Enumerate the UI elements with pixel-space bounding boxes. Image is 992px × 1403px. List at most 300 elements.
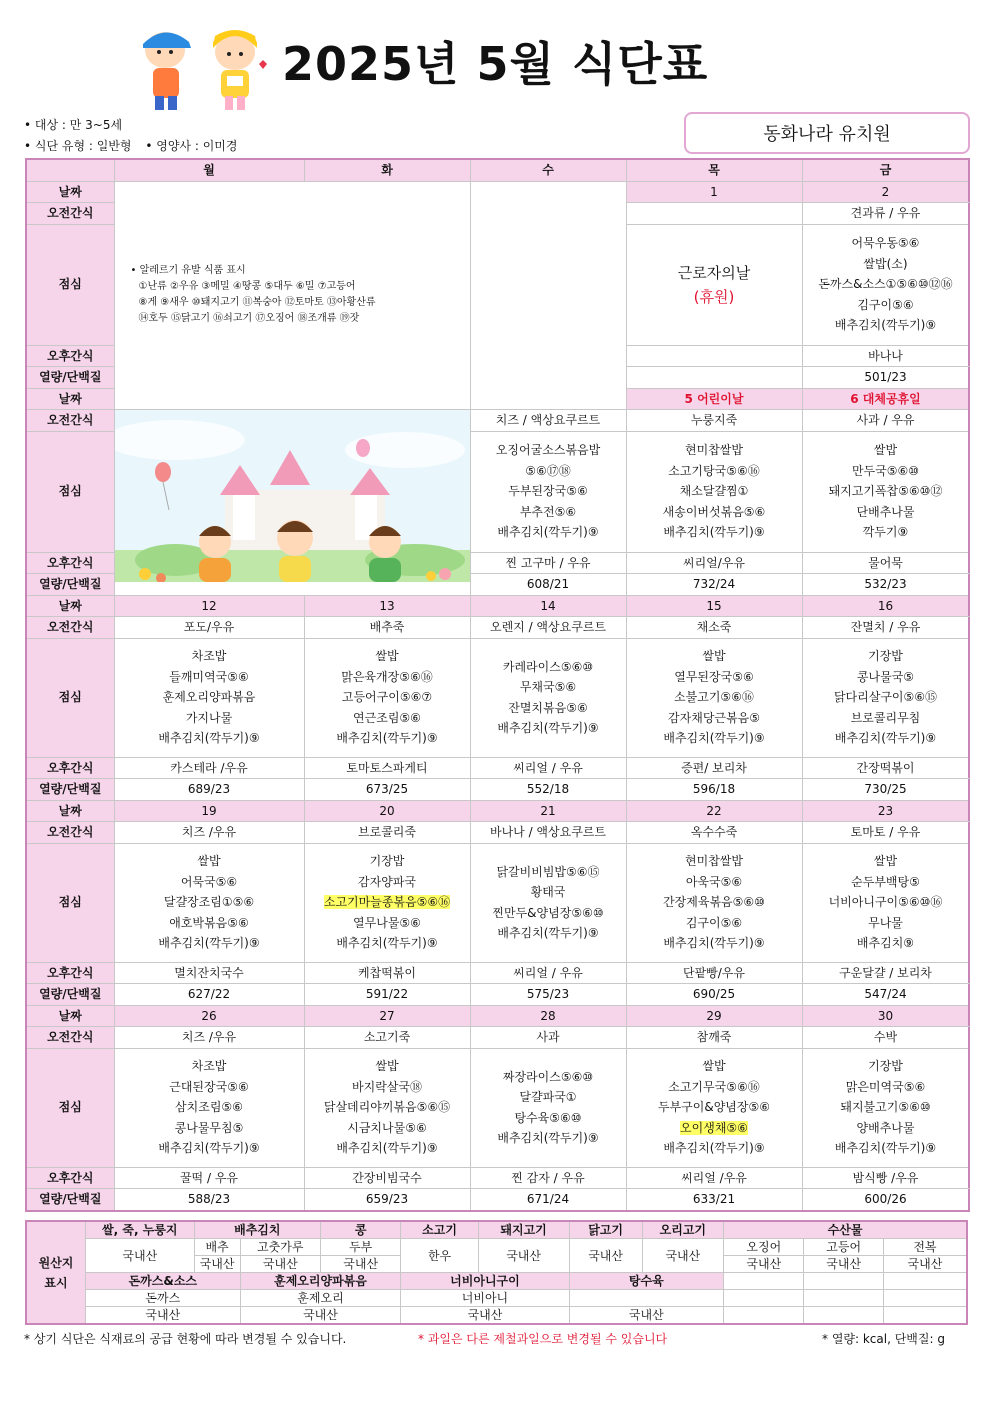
origin-v-beef: 한우: [401, 1239, 478, 1273]
w5-energy-mon: 588/23: [114, 1189, 304, 1211]
w4-pm-mon: 멸치잔치국수: [114, 962, 304, 984]
menu-item: 애호박볶음⑤⑥: [169, 915, 249, 930]
origin-v-cutlet: 국내산: [86, 1307, 241, 1325]
menu-item: 감자양파국: [358, 874, 416, 889]
w4-energy-tue: 591/22: [304, 984, 470, 1006]
menu-item: 닭살데리야끼볶음⑤⑥⑮: [323, 1100, 451, 1115]
menu-item: 두부구이&양념장⑤⑥: [657, 1100, 771, 1115]
menu-item: 돼지고기폭찹⑤⑥⑩⑫: [828, 484, 943, 499]
origin-dish-header-row: [26, 1273, 967, 1290]
w4-am-fri: 토마토 / 우유: [802, 822, 969, 844]
day-header-blank: [26, 159, 114, 181]
origin-h-duckdish: 훈제오리양파볶음: [240, 1273, 401, 1290]
menu-item: 쌀밥: [873, 854, 898, 869]
w5-date-tue: 27: [304, 1005, 470, 1027]
menu-item: 배추김치(깍두기)⑨: [497, 926, 599, 940]
w1-wed-empty: [470, 181, 626, 410]
menu-item: 바지락살국⑱: [352, 1079, 422, 1094]
label-date: 날짜: [26, 388, 114, 410]
menu-item: 연근조림⑤⑥: [353, 710, 421, 725]
w1-lunch-fri: [802, 224, 969, 345]
holiday-name: 근로자의날: [677, 263, 751, 282]
w5-energy-thu: 633/21: [626, 1189, 802, 1211]
w3-date-wed: 14: [470, 595, 626, 617]
label-lunch: 점심: [26, 843, 114, 962]
label-energy: 열량/단백질: [26, 779, 114, 801]
origin-h-beef: 소고기: [401, 1221, 478, 1239]
origin-v-rice: 국내산: [86, 1239, 195, 1273]
menu-table: [25, 158, 970, 1212]
day-thu: 목: [626, 159, 802, 181]
w4-pm-row: [26, 962, 969, 984]
w2-am-row: [26, 410, 969, 432]
w5-date-thu: 29: [626, 1005, 802, 1027]
w4-pm-fri: 구운달걀 / 보리차: [802, 962, 969, 984]
label-pm-snack: 오후간식: [26, 552, 114, 574]
w4-pm-thu: 단팥빵/우유: [626, 962, 802, 984]
w3-am-mon: 포도/우유: [114, 617, 304, 639]
label-pm-snack: 오후간식: [26, 345, 114, 367]
origin-v-pepper: 국내산: [240, 1256, 320, 1273]
menu-item: 근대된장국⑤⑥: [169, 1079, 249, 1094]
origin-v-duckdish: 국내산: [240, 1307, 401, 1325]
menu-item: 간장제육볶음⑤⑥⑩: [663, 895, 765, 910]
origin-empty: [883, 1290, 967, 1307]
menu-item: 배추김치(깍두기)⑨: [663, 525, 765, 540]
w3-date-tue: 13: [304, 595, 470, 617]
origin-v-cabbage: 국내산: [194, 1256, 240, 1273]
origin-empty: [883, 1273, 967, 1290]
origin-h-squid: 오징어: [724, 1239, 804, 1256]
w5-lunch-wed: [470, 1048, 626, 1167]
origin-s-empty: [569, 1290, 724, 1307]
label-pm-snack: 오후간식: [26, 757, 114, 779]
day-tue: 화: [304, 159, 470, 181]
origin-label: [26, 1221, 86, 1324]
childrens-day-illustration: [114, 410, 470, 596]
w5-lunch-thu: [626, 1048, 802, 1167]
w5-am-thu: 참깨죽: [626, 1027, 802, 1049]
label-date: 날짜: [26, 800, 114, 822]
menu-item: 들깨미역국⑤⑥: [169, 669, 249, 684]
w3-am-fri: 잔멸치 / 우유: [802, 617, 969, 639]
origin-v-chicken: 국내산: [569, 1239, 642, 1273]
allergy-line-1: ①난류 ②우유 ③메밀 ④땅콩 ⑤대두 ⑥밀 ⑦고등어: [138, 281, 356, 293]
holiday-tag: (휴원): [693, 287, 735, 306]
menu-item: 열무나물⑤⑥: [353, 915, 421, 930]
label-date: 날짜: [26, 181, 114, 203]
w5-energy-wed: 671/24: [470, 1189, 626, 1211]
menu-item: 쌀밥(소): [863, 256, 908, 271]
menu-item: 차조밥: [191, 649, 227, 664]
origin-v-mackerel: 국내산: [804, 1256, 883, 1273]
w4-am-wed: 바나나 / 액상요쿠르트: [470, 822, 626, 844]
menu-item: 어묵국⑤⑥: [180, 874, 238, 889]
w5-lunch-row: [26, 1048, 969, 1167]
w3-am-thu: 채소죽: [626, 617, 802, 639]
menu-item: 쌀밥: [375, 1059, 399, 1074]
w1-am-thu: [626, 203, 802, 225]
menu-item: 배추김치(깍두기)⑨: [336, 936, 438, 951]
label-date: 날짜: [26, 595, 114, 617]
menu-item: 차조밥: [191, 1059, 227, 1074]
origin-label-2: 표시: [44, 1275, 68, 1290]
menu-item: 기장밥: [369, 854, 405, 869]
menu-item: 닭다리살구이⑤⑥⑮: [833, 690, 938, 705]
menu-item: 배추김치(깍두기)⑨: [497, 721, 599, 735]
w3-pm-mon: 카스테라 /우유: [114, 757, 304, 779]
origin-h-kimchi: 배추김치: [194, 1221, 320, 1239]
origin-empty: [804, 1290, 883, 1307]
w2-date-tue: 6 대체공휴일: [802, 388, 969, 410]
origin-dish-sub-row: [26, 1290, 967, 1307]
w3-energy-fri: 730/25: [802, 779, 969, 801]
label-energy: 열량/단백질: [26, 984, 114, 1006]
w2-lunch-wed: [470, 431, 626, 552]
meal-type-text: • 식단 유형 : 일반형: [24, 139, 132, 153]
w4-energy-row: [26, 984, 969, 1006]
menu-item: 가지나물: [185, 710, 233, 725]
w4-energy-mon: 627/22: [114, 984, 304, 1006]
origin-empty: [724, 1273, 804, 1290]
w2-am-fri: 사과 / 우유: [802, 410, 969, 432]
menu-item: 소불고기⑤⑥⑯: [674, 690, 754, 705]
w5-date-mon: 26: [114, 1005, 304, 1027]
w1-date-fri: 2: [802, 181, 969, 203]
w4-date-thu: 22: [626, 800, 802, 822]
menu-item: 닭갈비비빔밥⑤⑥⑮: [496, 864, 600, 879]
w5-am-mon: 치즈 /우유: [114, 1027, 304, 1049]
w2-energy-thu: 732/24: [626, 574, 802, 596]
allergy-title: • 알레르기 유발 식품 표시: [130, 265, 246, 277]
w3-lunch-mon: [114, 638, 304, 757]
w1-energy-thu: [626, 367, 802, 389]
w4-am-thu: 옥수수죽: [626, 822, 802, 844]
w2-lunch-thu: [626, 431, 802, 552]
label-pm-snack: 오후간식: [26, 962, 114, 984]
menu-item: 쌀밥: [873, 443, 898, 458]
origin-h-bean: 콩: [320, 1221, 400, 1239]
w5-am-tue: 소고기죽: [304, 1027, 470, 1049]
menu-item: 아욱국⑤⑥: [685, 874, 743, 889]
origin-h-chicken: 닭고기: [569, 1221, 642, 1239]
footer-note: * 상기 식단은 식재료의 공급 현황에 따라 변경될 수 있습니다.: [24, 1332, 347, 1346]
menu-item: 소고기무국⑤⑥⑯: [668, 1079, 760, 1094]
menu-item: 기장밥: [868, 1059, 903, 1074]
allergy-line-3: ⑭호두 ⑮닭고기 ⑯쇠고기 ⑰오징어 ⑱조개류 ⑲잣: [138, 313, 360, 325]
w5-date-wed: 28: [470, 1005, 626, 1027]
menu-item: 부추전⑤⑥: [519, 504, 577, 519]
w2-am-thu: 누룽지죽: [626, 410, 802, 432]
label-lunch: 점심: [26, 431, 114, 552]
w4-date-mon: 19: [114, 800, 304, 822]
w4-pm-wed: 씨리얼 / 우유: [470, 962, 626, 984]
castle-kids-illustration: [115, 410, 471, 582]
label-am-snack: 오전간식: [26, 1027, 114, 1049]
w5-energy-fri: 600/26: [802, 1189, 969, 1211]
w5-date-fri: 30: [802, 1005, 969, 1027]
w2-am-wed: 치즈 / 액상요쿠르트: [470, 410, 626, 432]
origin-s-neobiani: 너비아니: [401, 1290, 569, 1307]
kindergarten-name: 동화나라 유치원: [684, 112, 970, 154]
w3-lunch-tue: [304, 638, 470, 757]
menu-item: 현미찹쌀밥: [685, 854, 743, 869]
w5-pm-thu: 씨리얼 /우유: [626, 1167, 802, 1189]
menu-item: 오징어굴소스볶음밥: [495, 443, 601, 458]
menu-item: 단배추나물: [856, 504, 915, 519]
menu-item: 고등어구이⑤⑥⑦: [341, 690, 433, 705]
w3-energy-wed: 552/18: [470, 779, 626, 801]
menu-item: 콩나물무침⑤: [174, 1120, 244, 1135]
origin-h-seafood: 수산물: [724, 1221, 967, 1239]
menu-item: 소고기탕국⑤⑥⑯: [668, 463, 760, 478]
origin-v-bean: 국내산: [320, 1256, 400, 1273]
label-pm-snack: 오후간식: [26, 1167, 114, 1189]
menu-item: 훈제오리양파볶음: [162, 690, 256, 705]
menu-item: 기장밥: [868, 649, 903, 664]
w3-energy-row: [26, 779, 969, 801]
menu-item: 배추김치(깍두기)⑨: [336, 731, 438, 746]
menu-item: 배추김치(깍두기)⑨: [834, 318, 937, 333]
origin-h-pepper: 고춧가루: [240, 1239, 320, 1256]
origin-table: [25, 1220, 968, 1325]
w5-pm-fri: 밤식빵 /우유: [802, 1167, 969, 1189]
menu-item: 삼치조림⑤⑥: [175, 1100, 243, 1115]
w4-lunch-mon: [114, 843, 304, 962]
w2-energy-wed: 608/21: [470, 574, 626, 596]
origin-h-abalone: 전복: [883, 1239, 967, 1256]
day-mon: 월: [114, 159, 304, 181]
w3-energy-tue: 673/25: [304, 779, 470, 801]
w4-lunch-wed: [470, 843, 626, 962]
w2-pm-fri: 물어묵: [802, 552, 969, 574]
w2-date-mon: 5 어린이날: [626, 388, 802, 410]
origin-s-duckdish: 훈제오리: [240, 1290, 401, 1307]
label-am-snack: 오전간식: [26, 203, 114, 225]
menu-item: 배추김치(깍두기)⑨: [663, 731, 765, 746]
menu-item: 너비아니구이⑤⑥⑩⑯: [828, 895, 943, 910]
menu-item: 배추김치(깍두기)⑨: [497, 1131, 599, 1145]
w4-energy-wed: 575/23: [470, 984, 626, 1006]
w1-pm-thu: [626, 345, 802, 367]
w3-date-mon: 12: [114, 595, 304, 617]
w4-energy-fri: 547/24: [802, 984, 969, 1006]
w3-lunch-wed: [470, 638, 626, 757]
w5-pm-tue: 간장비빔국수: [304, 1167, 470, 1189]
menu-item: 배추김치(깍두기)⑨: [497, 525, 599, 540]
w3-pm-thu: 증편/ 보리차: [626, 757, 802, 779]
w4-am-mon: 치즈 /우유: [114, 822, 304, 844]
w4-date-tue: 20: [304, 800, 470, 822]
w5-lunch-mon: [114, 1048, 304, 1167]
menu-item: 김구이⑤⑥: [857, 297, 914, 312]
w5-energy-row: [26, 1189, 969, 1211]
menu-item: 새송이버섯볶음⑤⑥: [662, 504, 766, 519]
origin-v-duck: 국내산: [642, 1239, 723, 1273]
menu-item: 브로콜리무침: [850, 710, 921, 725]
menu-item: 쌀밥: [375, 649, 399, 664]
menu-item: 현미찹쌀밥: [685, 443, 743, 458]
label-energy: 열량/단백질: [26, 1189, 114, 1211]
origin-h-duck: 오리고기: [642, 1221, 723, 1239]
w4-date-fri: 23: [802, 800, 969, 822]
w3-energy-mon: 689/23: [114, 779, 304, 801]
menu-item: 깍두기⑨: [862, 525, 909, 540]
w5-pm-wed: 찐 감자 / 우유: [470, 1167, 626, 1189]
origin-h-neobiani: 너비아니구이: [401, 1273, 569, 1290]
origin-v-tangsuyuk: 국내산: [569, 1307, 724, 1325]
origin-h-cutlet: 돈까스&소스: [86, 1273, 241, 1290]
w4-lunch-fri: [802, 843, 969, 962]
w3-pm-fri: 간장떡볶이: [802, 757, 969, 779]
origin-v-abalone: 국내산: [883, 1256, 967, 1273]
w5-pm-mon: 꿀떡 / 우유: [114, 1167, 304, 1189]
w3-lunch-row: [26, 638, 969, 757]
origin-empty: [724, 1307, 804, 1325]
footer-fruit-note: * 과일은 다른 제철과일으로 변경될 수 있습니다: [418, 1332, 668, 1346]
w4-lunch-tue: [304, 843, 470, 962]
menu-item: 맑은육개장⑤⑥⑯: [341, 669, 433, 684]
menu-item: 돼지불고기⑤⑥⑩: [840, 1100, 931, 1115]
menu-item: 만두국⑤⑥⑩: [851, 463, 920, 478]
w4-date-wed: 21: [470, 800, 626, 822]
nutritionist-text: • 영양사 : 이미경: [145, 139, 238, 153]
label-energy: 열량/단백질: [26, 574, 114, 596]
menu-item: 김구이⑤⑥: [685, 915, 743, 930]
footer-unit-note: * 열량: kcal, 단백질: g: [822, 1332, 945, 1346]
menu-item: 배추김치(깍두기)⑨: [834, 731, 937, 746]
w3-am-wed: 오렌지 / 액상요쿠르트: [470, 617, 626, 639]
origin-v-neobiani: 국내산: [401, 1307, 569, 1325]
label-lunch: 점심: [26, 224, 114, 345]
origin-header-row-1: [26, 1221, 967, 1239]
w2-lunch-fri: [802, 431, 969, 552]
label-lunch: 점심: [26, 638, 114, 757]
kids-mascot-illustration: [135, 22, 275, 112]
menu-item: 찐만두&양념장⑤⑥⑩: [492, 905, 604, 920]
menu-item-highlighted: [305, 892, 470, 913]
w4-pm-tue: 케찹떡볶이: [304, 962, 470, 984]
menu-item: 순두부백탕⑤: [851, 874, 920, 889]
menu-item: 배추김치(깍두기)⑨: [834, 1141, 937, 1156]
menu-item: ⑤⑥⑰⑱: [525, 463, 571, 478]
w3-lunch-thu: [626, 638, 802, 757]
w1-date-thu: 1: [626, 181, 802, 203]
menu-item: 탕수육⑤⑥⑩: [514, 1110, 582, 1125]
origin-v-pork: 국내산: [478, 1239, 569, 1273]
menu-item: 배추김치(깍두기)⑨: [336, 1141, 438, 1156]
day-fri: 금: [802, 159, 969, 181]
w5-pm-row: [26, 1167, 969, 1189]
w4-date-row: [26, 800, 969, 822]
w2-pm-wed: 찐 고구마 / 우유: [470, 552, 626, 574]
w3-am-tue: 배추죽: [304, 617, 470, 639]
w5-date-row: [26, 1005, 969, 1027]
menu-item: 배추김치(깍두기)⑨: [158, 731, 260, 746]
menu-item-highlighted: [627, 1118, 802, 1139]
menu-item: 쌀밥: [702, 1059, 726, 1074]
w5-lunch-tue: [304, 1048, 470, 1167]
menu-item: 달걀장조림①⑤⑥: [163, 895, 255, 910]
label-am-snack: 오전간식: [26, 617, 114, 639]
day-wed: 수: [470, 159, 626, 181]
menu-item: 콩나물국⑤: [856, 669, 915, 684]
label-lunch: 점심: [26, 1048, 114, 1167]
w3-date-row: [26, 595, 969, 617]
menu-item: 쌀밥: [197, 854, 221, 869]
label-date: 날짜: [26, 1005, 114, 1027]
menu-item: 어묵우동⑤⑥: [851, 236, 920, 251]
w3-date-fri: 16: [802, 595, 969, 617]
origin-empty: [804, 1273, 883, 1290]
highlighted-dish: 소고기마늘종볶음⑤⑥⑯: [323, 895, 451, 910]
origin-v-squid: 국내산: [724, 1256, 804, 1273]
allergy-legend: [114, 181, 470, 410]
w4-energy-thu: 690/25: [626, 984, 802, 1006]
w3-date-thu: 15: [626, 595, 802, 617]
menu-item: 카레라이스⑤⑥⑩: [502, 659, 594, 674]
origin-h-mackerel: 고등어: [804, 1239, 883, 1256]
origin-h-cabbage: 배추: [194, 1239, 240, 1256]
label-energy: 열량/단백질: [26, 367, 114, 389]
origin-s-cutlet: 돈까스: [86, 1290, 241, 1307]
w5-am-row: [26, 1027, 969, 1049]
menu-item: 배추김치(깍두기)⑨: [663, 1141, 765, 1156]
menu-item: 잔멸치볶음⑤⑥: [508, 700, 588, 715]
menu-item: 무채국⑤⑥: [519, 680, 577, 694]
page-title: 2025년 5월 식단표: [282, 37, 709, 91]
menu-item: 시금치나물⑤⑥: [347, 1120, 427, 1135]
origin-label-1: 원산지: [38, 1255, 74, 1270]
menu-item: 짜장라이스⑤⑥⑩: [502, 1069, 594, 1084]
menu-item: 두부된장국⑤⑥: [508, 484, 588, 499]
menu-item: 맑은미역국⑤⑥: [845, 1079, 926, 1094]
origin-h-rice: 쌀, 죽, 누룽지: [86, 1221, 195, 1239]
w3-energy-thu: 596/18: [626, 779, 802, 801]
w5-am-wed: 사과: [470, 1027, 626, 1049]
day-header-row: [26, 159, 969, 181]
w3-pm-row: [26, 757, 969, 779]
allergy-line-2: ⑧게 ⑨새우 ⑩돼지고기 ⑪복숭아 ⑫토마토 ⑬아황산류: [138, 297, 376, 309]
w3-pm-tue: 토마토스파게티: [304, 757, 470, 779]
menu-item: 황태국: [530, 885, 566, 899]
menu-item: 배추김치⑨: [856, 936, 915, 951]
menu-item: 감자채당근볶음⑤: [668, 710, 760, 725]
target-info: • 대상 : 만 3~5세: [24, 118, 123, 132]
w2-pm-thu: 씨리얼/우유: [626, 552, 802, 574]
highlighted-dish: 오이생채⑤⑥: [680, 1120, 748, 1135]
menu-item: 배추김치(깍두기)⑨: [158, 1141, 260, 1156]
w1-thu-holiday: [626, 224, 802, 345]
menu-item: 열무된장국⑤⑥: [674, 669, 754, 684]
meal-type-info: [24, 137, 237, 154]
origin-empty: [804, 1307, 883, 1325]
origin-h-pork: 돼지고기: [478, 1221, 569, 1239]
w4-lunch-thu: [626, 843, 802, 962]
w5-energy-tue: 659/23: [304, 1189, 470, 1211]
w1-energy-fri: 501/23: [802, 367, 969, 389]
menu-item: 달걀파국①: [519, 1090, 577, 1104]
menu-item: 돈까스&소스①⑤⑥⑩⑫⑯: [818, 277, 953, 292]
w5-am-fri: 수박: [802, 1027, 969, 1049]
menu-item: 무나물: [868, 915, 903, 930]
w4-am-tue: 브로콜리죽: [304, 822, 470, 844]
w3-am-row: [26, 617, 969, 639]
w3-lunch-fri: [802, 638, 969, 757]
w1-date-row: [26, 181, 969, 203]
w5-lunch-fri: [802, 1048, 969, 1167]
origin-empty: [883, 1307, 967, 1325]
